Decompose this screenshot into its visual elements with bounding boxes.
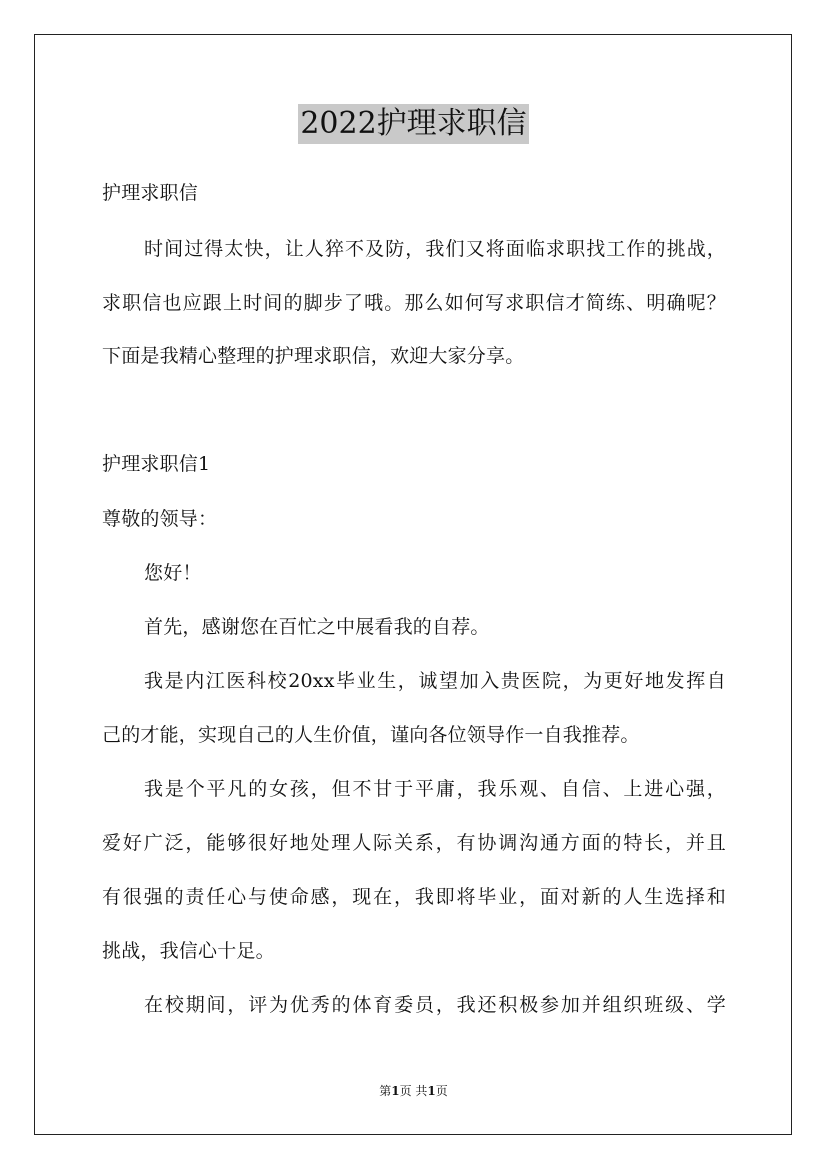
document-title-text: 2022护理求职信 <box>298 104 528 144</box>
intro-line-1: 时间过得太快，让人猝不及防，我们又将面临求职找工作的挑战， <box>144 238 726 260</box>
footer-page-mid: 页 共 <box>399 1084 428 1098</box>
footer-page-prefix: 第 <box>379 1084 392 1098</box>
paragraph-3-line-3: 有很强的责任心与使命感，现在，我即将毕业，面对新的人生选择和 <box>102 886 726 908</box>
page-footer <box>0 1083 827 1099</box>
paragraph-4-line-1: 在校期间，评为优秀的体育委员，我还积极参加并组织班级、学 <box>144 994 726 1016</box>
paragraph-3-line-2: 爱好广泛，能够很好地处理人际关系，有协调沟通方面的特长，并且 <box>102 832 726 854</box>
subtitle: 护理求职信 <box>102 182 199 204</box>
footer-page-number: 1 <box>391 1084 400 1098</box>
paragraph-1: 首先，感谢您在百忙之中展看我的自荐。 <box>144 616 490 638</box>
footer-page-suffix: 页 <box>435 1084 448 1098</box>
salutation: 尊敬的领导： <box>102 508 218 530</box>
intro-line-2: 求职信也应跟上时间的脚步了哦。那么如何写求职信才简练、明确呢？ <box>102 292 726 314</box>
letter-heading: 护理求职信1 <box>102 453 211 475</box>
intro-line-3: 下面是我精心整理的护理求职信，欢迎大家分享。 <box>102 345 525 367</box>
paragraph-3-line-4: 挑战，我信心十足。 <box>102 940 275 962</box>
document-title <box>0 104 827 144</box>
footer-page-total: 1 <box>427 1084 436 1098</box>
paragraph-2-line-2: 己的才能，实现自己的人生价值，谨向各位领导作一自我推荐。 <box>102 724 640 746</box>
greeting: 您好！ <box>144 562 202 584</box>
paragraph-2-line-1: 我是内江医科校20xx毕业生，诚望加入贵医院，为更好地发挥自 <box>144 670 726 692</box>
paragraph-3-line-1: 我是个平凡的女孩，但不甘于平庸，我乐观、自信、上进心强， <box>144 778 726 800</box>
